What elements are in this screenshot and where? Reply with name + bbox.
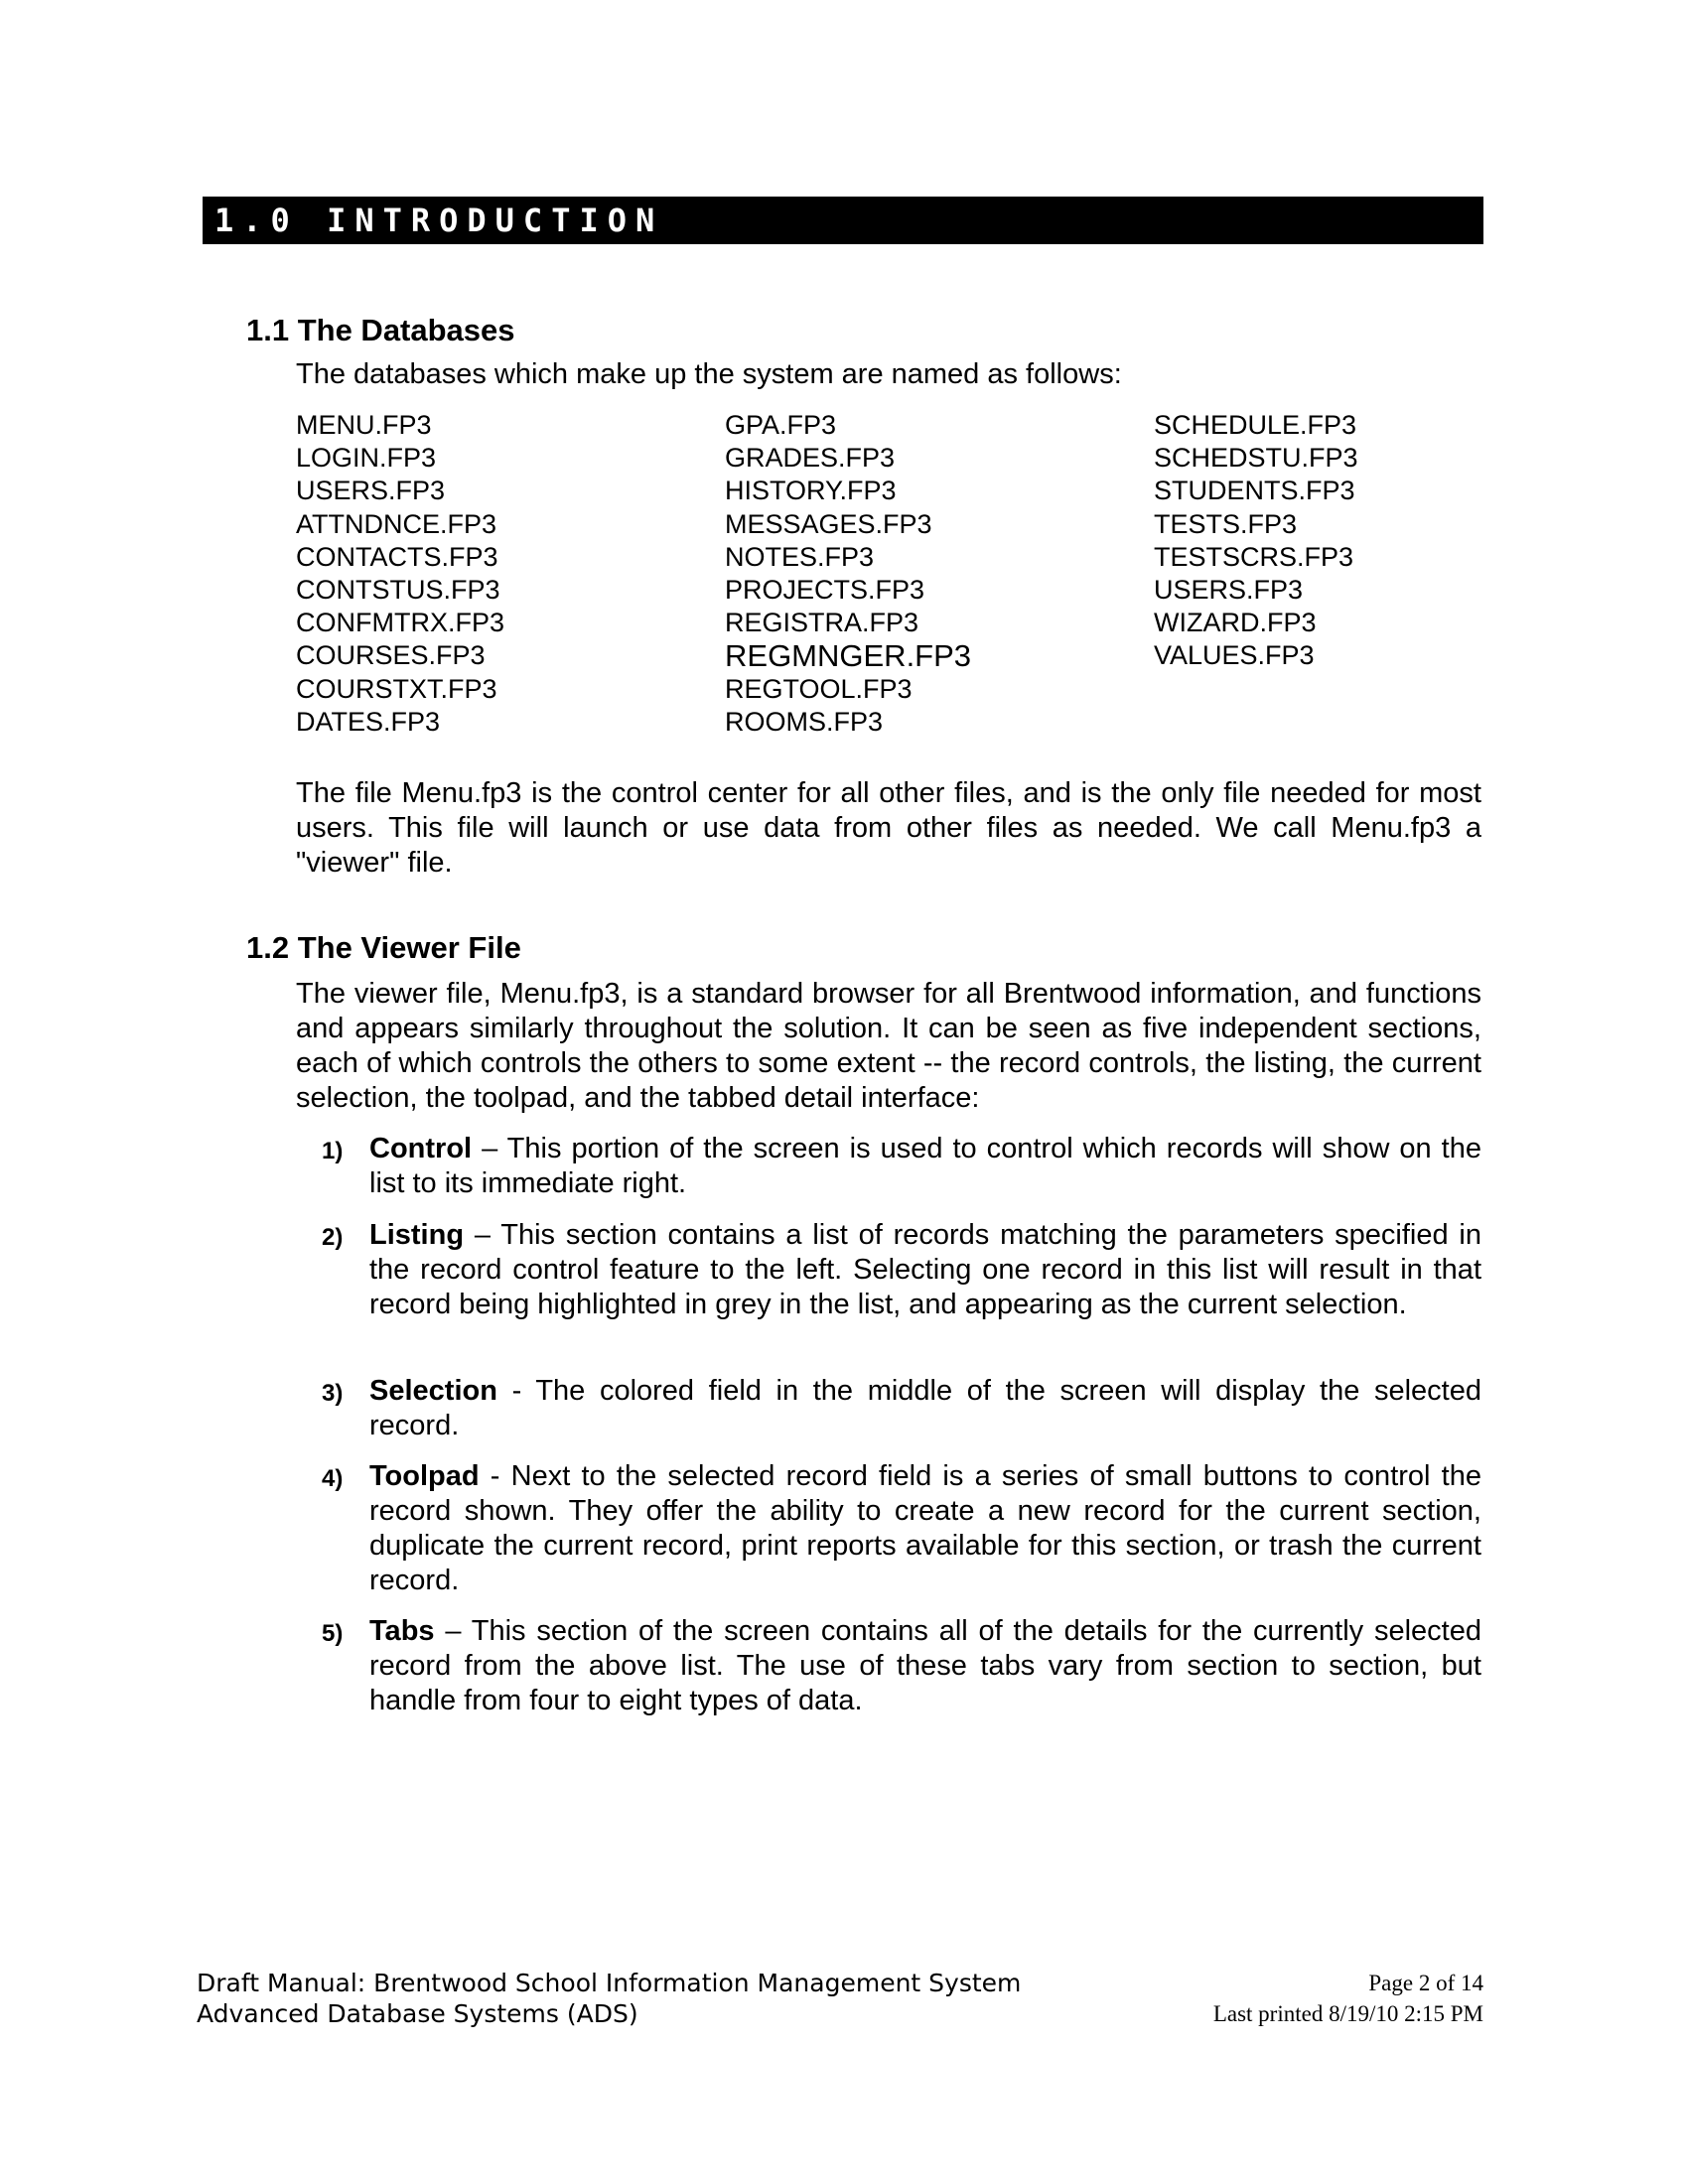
database-name: COURSTXT.FP3 — [296, 673, 497, 704]
list-item-term: Control — [369, 1133, 473, 1164]
database-name: TESTSCRS.FP3 — [1154, 541, 1354, 572]
footer-company: Advanced Database Systems (ADS) — [197, 1999, 638, 2028]
list-item-number: 2) — [322, 1224, 344, 1251]
database-name: CONTACTS.FP3 — [296, 541, 498, 572]
list-item-term: Tabs — [369, 1615, 435, 1647]
database-name: PROJECTS.FP3 — [725, 575, 925, 606]
database-name: CONTSTUS.FP3 — [296, 575, 500, 606]
list-item-text: - Next to the selected record field is a series of small buttons to control the record shown. They offer the ability to create a new record for the current section, duplicate the current record, print reports available for this section, or trash the current record. — [369, 1460, 1481, 1596]
database-name: MESSAGES.FP3 — [725, 508, 932, 539]
list-item-text: – This section of the screen contains all of the details for the currently selected record from the above list. The use of these tabs vary from section to section, but handle from four to eight types of data. — [369, 1615, 1481, 1716]
list-item-number: 5) — [322, 1620, 344, 1647]
database-name: ROOMS.FP3 — [725, 706, 884, 737]
list-item-term: Toolpad — [369, 1460, 480, 1492]
list-item-text: – This portion of the screen is used to control which records will show on the list to its immediate right. — [369, 1133, 1481, 1199]
database-name: GRADES.FP3 — [725, 443, 896, 474]
database-name: DATES.FP3 — [296, 706, 441, 737]
database-name: TESTS.FP3 — [1154, 508, 1298, 539]
database-name: LOGIN.FP3 — [296, 443, 437, 474]
database-name: CONFMTRX.FP3 — [296, 608, 505, 638]
footer-right — [1142, 1968, 1483, 2029]
list-item-text: – This section contains a list of records matching the parameters specified in the record control feature to the left. Selecting one record in this list will result in that record being highlighted in grey in the list, and appearing as the current selection. — [369, 1219, 1481, 1320]
heading-viewer-file: 1.2 The Viewer File — [246, 930, 521, 965]
footer-page-number: Page 2 of 14 — [1368, 1971, 1483, 1995]
section-title-bar — [203, 197, 1483, 244]
list-item-text: - The colored field in the middle of the screen will display the selected record. — [369, 1375, 1481, 1441]
list-item-number: 4) — [322, 1465, 344, 1492]
database-name: STUDENTS.FP3 — [1154, 476, 1355, 506]
database-name: SCHEDSTU.FP3 — [1154, 443, 1358, 474]
section-title: 1.0 INTRODUCTION — [214, 202, 664, 239]
database-name: REGMNGER.FP3 — [725, 638, 972, 674]
database-name: USERS.FP3 — [1154, 575, 1304, 606]
database-name: SCHEDULE.FP3 — [1154, 410, 1357, 440]
databases-summary: The file Menu.fp3 is the control center for all other files, and is the only file needed for most users. This file will launch or use data from other files as needed. We call Menu.fp3 a "viewer" file. — [296, 777, 1481, 879]
list-item-term: Selection — [369, 1375, 497, 1407]
database-name: VALUES.FP3 — [1154, 640, 1315, 671]
viewer-intro: The viewer file, Menu.fp3, is a standard browser for all Brentwood information, and functions and appears similarly throughout the solution. It can be seen as five independent sections, each of which controls the others to some extent -- the record controls, the listing, the current selection, the toolpad, and the tabbed detail interface: — [296, 978, 1481, 1114]
database-name: WIZARD.FP3 — [1154, 608, 1317, 638]
database-name: GPA.FP3 — [725, 410, 837, 440]
list-item-term: Listing — [369, 1219, 465, 1251]
list-item-number: 3) — [322, 1380, 344, 1407]
database-column-2 — [725, 409, 1142, 739]
databases-intro: The databases which make up the system are named as follows: — [296, 358, 1122, 390]
database-column-3 — [1154, 409, 1571, 673]
database-name: HISTORY.FP3 — [725, 476, 897, 506]
footer-printed-date: Last printed 8/19/10 2:15 PM — [1212, 2001, 1483, 2026]
database-name: ATTNDNCE.FP3 — [296, 508, 497, 539]
heading-databases: 1.1 The Databases — [246, 313, 515, 347]
list-item-number: 1) — [322, 1138, 344, 1164]
database-name: NOTES.FP3 — [725, 541, 875, 572]
footer-manual-title: Draft Manual: Brentwood School Information Management System — [197, 1969, 1022, 1997]
database-name: COURSES.FP3 — [296, 640, 486, 671]
database-name: REGISTRA.FP3 — [725, 608, 919, 638]
database-name: REGTOOL.FP3 — [725, 673, 913, 704]
footer-left — [197, 1968, 1021, 2029]
database-name: USERS.FP3 — [296, 476, 446, 506]
database-column-1 — [296, 409, 713, 739]
database-name: MENU.FP3 — [296, 410, 432, 440]
